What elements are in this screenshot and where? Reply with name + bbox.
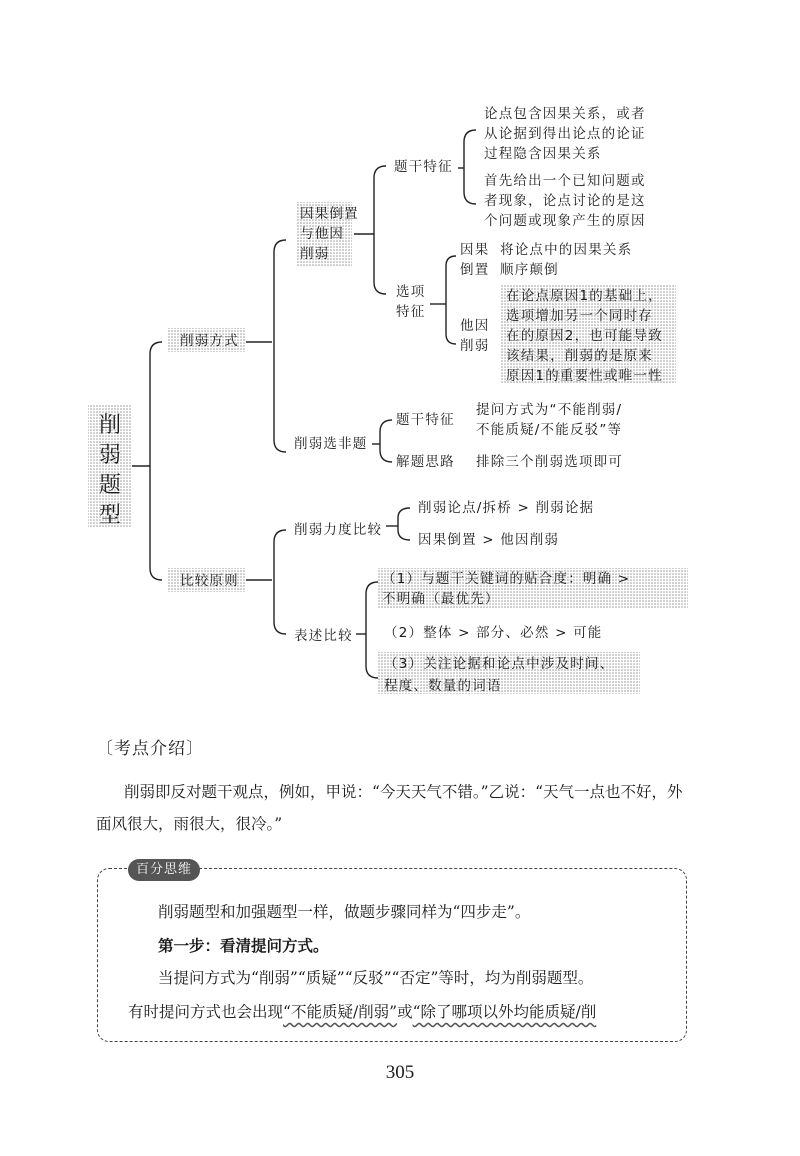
methods-label: 削弱方式 xyxy=(180,333,239,349)
compare-label: 比较原则 xyxy=(180,573,239,589)
causal-stem-label: 题干特征 xyxy=(394,159,453,175)
causal-label-line-1: 因果倒置 xyxy=(300,206,359,222)
strength-brace xyxy=(398,508,410,540)
stem-item-2-line-2: 者现象，论点讨论的是这 xyxy=(484,193,646,209)
root-brace xyxy=(150,342,162,580)
tip-label: 百分思维 xyxy=(128,859,200,881)
stem-item-2-line-3: 个问题或现象产生的原因 xyxy=(484,213,646,229)
section-heading xyxy=(96,734,204,759)
stem-brace xyxy=(464,130,476,204)
non-weaken-solve-label: 解题思路 xyxy=(396,454,455,470)
non-weaken-stem-line-2: 不能质疑/不能反驳”等 xyxy=(476,422,623,438)
heading-title: 考点介绍 xyxy=(114,739,186,759)
stem-item-2-line-1: 首先给出一个已知问题或 xyxy=(484,173,646,189)
tip-line-2: 第一步：看清提问方式。 xyxy=(158,936,329,955)
expression-brace xyxy=(366,582,378,678)
intro-paragraph: 削弱即反对题干观点，例如，甲说：“今天天气不错。”乙说：“天气一点也不好，外面风很大，雨很大，很冷。” xyxy=(96,783,683,833)
stem-item-1-line-3: 过程隐含因果关系 xyxy=(484,146,602,162)
expression-item-3-line-1: （3）关注论据和论点中涉及时间、 xyxy=(384,656,615,672)
expression-item-1-line-2: 不明确（最优先） xyxy=(382,591,500,607)
other-text-line-5: 原因1的重要性或唯一性 xyxy=(506,368,663,384)
tip-line-4-prefix: 有时提问方式也会出现 xyxy=(128,1003,284,1021)
stem-item-1-line-2: 从论据到得出论点的论证 xyxy=(484,126,646,142)
strength-item-2: 因果倒置 > 他因削弱 xyxy=(418,532,560,548)
expression-label: 表述比较 xyxy=(294,628,353,644)
tip-line-3: 当提问方式为“削弱”“质疑”“反驳”“否定”等时，均为削弱题型。 xyxy=(158,969,594,987)
tip-line-1: 削弱题型和加强题型一样，做题步骤同样为“四步走”。 xyxy=(158,903,531,921)
root-char-1: 削 xyxy=(98,413,122,438)
page-number: 305 xyxy=(385,1062,415,1083)
methods-brace xyxy=(274,240,286,452)
root-node xyxy=(88,404,132,528)
option-brace xyxy=(446,256,456,344)
heading-open-bracket: 〔 xyxy=(96,739,114,759)
root-char-2: 弱 xyxy=(98,443,122,468)
root-char-4: 型 xyxy=(98,503,122,528)
causal-label-line-2: 与他因 xyxy=(300,226,345,242)
non-weaken-stem-label: 题干特征 xyxy=(396,412,455,428)
other-label-line-1: 他因 xyxy=(460,318,490,334)
option-label-line-2: 特征 xyxy=(396,304,426,320)
other-text-line-2: 选项增加另一个同时存 xyxy=(506,308,653,324)
tip-line-4-mid: 或 xyxy=(397,1003,413,1021)
strength-label: 削弱力度比较 xyxy=(294,522,383,538)
non-weaken-brace xyxy=(380,420,392,462)
compare-brace xyxy=(274,530,286,634)
tip-line-4 xyxy=(128,1000,688,1022)
causal-label-line-3: 削弱 xyxy=(300,246,330,262)
heading-close-bracket: 〕 xyxy=(186,739,204,759)
reverse-text-line-2: 顺序颠倒 xyxy=(500,262,559,278)
expression-item-3-line-2: 程度、数量的词语 xyxy=(384,678,502,694)
non-weaken-label: 削弱选非题 xyxy=(294,436,368,452)
reverse-label-line-2: 倒置 xyxy=(460,262,490,278)
option-label-line-1: 选项 xyxy=(396,284,426,300)
non-weaken-stem-line-1: 提问方式为“不能削弱/ xyxy=(476,402,623,418)
stem-item-1-line-1: 论点包含因果关系，或者 xyxy=(484,106,646,122)
other-text-line-4: 该结果，削弱的是原来 xyxy=(506,348,653,364)
causal-brace xyxy=(374,166,386,294)
expression-item-2: （2）整体 > 部分、必然 > 可能 xyxy=(384,625,603,641)
tip-line-4-quote-2: “除了哪项以外均能质疑/削 xyxy=(412,1003,597,1021)
non-weaken-solve-text: 排除三个削弱选项即可 xyxy=(476,454,623,470)
strength-item-1: 削弱论点/拆桥 > 削弱论据 xyxy=(418,500,595,516)
expression-item-1-line-1: （1）与题干关键词的贴合度：明确 > xyxy=(382,571,631,587)
tip-line-4-quote-1: “不能质疑/削弱” xyxy=(283,1003,398,1021)
reverse-label-line-1: 因果 xyxy=(460,242,490,258)
other-label-line-2: 削弱 xyxy=(460,338,490,354)
root-char-3: 题 xyxy=(98,473,122,498)
reverse-text-line-1: 将论点中的因果关系 xyxy=(500,242,633,258)
other-text-line-3: 在的原因2，也可能导致 xyxy=(506,328,663,344)
other-text-line-1: 在论点原因1的基础上， xyxy=(506,288,663,304)
